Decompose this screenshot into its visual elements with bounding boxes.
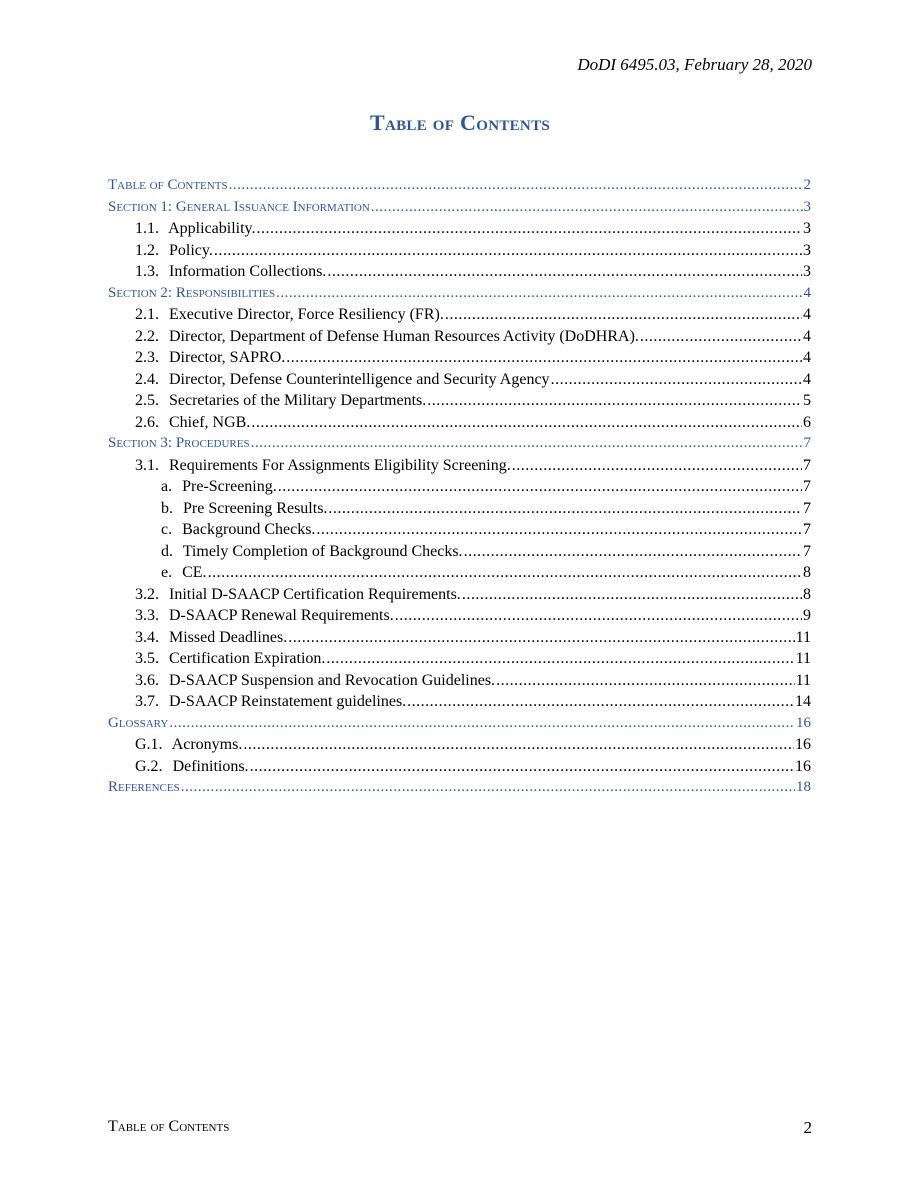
toc-entry[interactable] <box>108 283 811 305</box>
toc-entry-number: 3.3. <box>135 607 159 624</box>
toc-entry-page: 11 <box>795 671 811 689</box>
dot-leader <box>326 648 794 670</box>
page-title: Table of Contents <box>369 110 551 135</box>
toc-entry[interactable] <box>108 476 811 498</box>
toc-entry-number: G.2. <box>135 757 163 775</box>
toc-entry-title: Director, SAPRO. <box>169 349 286 366</box>
toc-entry-page: 6 <box>803 413 811 431</box>
dot-leader <box>286 347 802 369</box>
toc-entry-title: D-SAACP Suspension and Revocation Guidelines. <box>169 671 496 689</box>
dot-leader <box>395 605 802 627</box>
toc-entry-page: 9 <box>803 607 811 624</box>
toc-entry-title: Acronyms. <box>171 736 243 753</box>
toc-entry-number: 2.4. <box>135 370 159 388</box>
toc-entry-title: Pre-Screening. <box>182 478 277 495</box>
toc-entry-number: b. <box>161 499 173 517</box>
toc-entry-page: 4 <box>803 370 811 388</box>
toc-entry-number: 3.1. <box>135 456 159 474</box>
dot-leader <box>371 197 803 219</box>
toc-entry[interactable] <box>108 455 811 477</box>
dot-leader <box>445 304 802 326</box>
dot-leader <box>462 584 802 606</box>
toc-entry-label <box>135 240 213 262</box>
toc-entry-label <box>135 347 285 369</box>
toc-entry-title: Definitions. <box>172 757 249 775</box>
toc-entry[interactable] <box>108 326 811 348</box>
toc-entry-label <box>161 519 315 541</box>
toc-entry-number: G.1. <box>135 736 163 753</box>
toc-entry-number: 3.2. <box>135 585 159 603</box>
dot-leader <box>251 412 802 434</box>
toc-entry[interactable] <box>108 412 811 434</box>
toc-entry-title: Initial D-SAACP Certification Requirements. <box>169 585 461 603</box>
toc-entry-label <box>161 476 277 498</box>
toc-entry-label <box>135 627 287 649</box>
dot-leader <box>464 541 802 563</box>
toc-entry-label <box>135 261 326 283</box>
toc-entry[interactable] <box>108 240 811 262</box>
toc-entry-page: 16 <box>796 714 811 731</box>
toc-entry-title: References <box>108 779 180 795</box>
toc-entry-number: 2.1. <box>135 306 159 323</box>
toc-entry[interactable] <box>108 713 811 735</box>
toc-entry-title: Timely Completion of Background Checks. <box>182 542 463 560</box>
toc-entry-title: Glossary <box>108 714 169 731</box>
toc-entry[interactable] <box>108 390 811 412</box>
dot-leader <box>250 756 794 778</box>
toc-entry-title: Section 3: Procedures <box>108 435 250 451</box>
toc-entry-page: 16 <box>795 736 811 753</box>
dot-leader <box>169 713 795 735</box>
toc-entry-title: Secretaries of the Military Departments. <box>169 392 427 409</box>
toc-entry-number: 1.3. <box>135 263 159 280</box>
dot-leader <box>551 369 802 391</box>
toc-entry[interactable] <box>108 541 811 563</box>
toc-entry-label <box>135 455 511 477</box>
toc-entry-label <box>135 218 256 240</box>
toc-entry-label <box>108 777 180 799</box>
toc-entry-label <box>108 197 370 219</box>
toc-entry-label <box>135 412 250 434</box>
toc-entry[interactable] <box>108 261 811 283</box>
toc-entry[interactable] <box>108 777 811 799</box>
dot-leader <box>640 326 802 348</box>
toc-entry-label <box>135 369 550 391</box>
toc-entry-label <box>135 326 639 348</box>
toc-entry-page: 4 <box>803 349 811 366</box>
toc-entry-label <box>108 433 250 455</box>
toc-entry-title: Director, Department of Defense Human Resources Activity (DoDHRA). <box>169 327 639 345</box>
dot-leader <box>276 283 802 305</box>
toc-entry-page: 3 <box>803 263 811 280</box>
dot-leader <box>512 455 802 477</box>
toc-entry-page: 2 <box>803 177 811 193</box>
toc-entry-title: Section 2: Responsibilities <box>108 284 276 301</box>
toc-entry-page: 3 <box>803 220 811 237</box>
footer-section-name: Table of Contents <box>108 1118 230 1135</box>
toc-entry[interactable] <box>108 691 811 713</box>
toc-entry-page: 8 <box>803 585 811 603</box>
toc-entry-title: Table of Contents <box>108 177 228 193</box>
toc-entry-title: D-SAACP Renewal Requirements. <box>169 607 394 624</box>
toc-entry-page: 14 <box>795 693 811 710</box>
toc-entry-page: 4 <box>803 327 811 345</box>
toc-entry-label <box>135 670 495 692</box>
toc-entry-title: Certification Expiration. <box>169 650 326 667</box>
toc-entry-label <box>108 175 228 197</box>
toc-entry-page: 7 <box>803 521 811 538</box>
toc-entry-number: 2.3. <box>135 349 159 366</box>
dot-leader <box>496 670 795 692</box>
table-of-contents <box>108 175 811 799</box>
toc-entry-page: 7 <box>803 456 811 474</box>
toc-entry-label <box>135 756 249 778</box>
document-reference: DoDI 6495.03, February 28, 2020 <box>577 55 812 74</box>
toc-entry[interactable] <box>108 605 811 627</box>
toc-entry[interactable] <box>108 218 811 240</box>
toc-entry-page: 7 <box>803 435 811 451</box>
dot-leader <box>288 627 794 649</box>
toc-entry-label <box>135 304 444 326</box>
toc-entry-page: 11 <box>795 628 811 646</box>
toc-entry-label <box>135 734 242 756</box>
toc-entry-title: Applicability. <box>168 220 256 237</box>
toc-entry-title: CE. <box>182 564 207 581</box>
toc-entry-page: 4 <box>803 284 811 301</box>
toc-entry-page: 3 <box>803 241 811 259</box>
toc-entry-page: 18 <box>796 779 811 795</box>
toc-entry-title: Policy. <box>169 241 213 259</box>
toc-entry-page: 11 <box>795 650 811 667</box>
toc-entry[interactable] <box>108 175 811 197</box>
toc-entry-label <box>108 283 275 305</box>
toc-entry-label <box>135 648 325 670</box>
toc-entry-title: Missed Deadlines. <box>169 628 288 646</box>
toc-entry-number: 3.7. <box>135 693 159 710</box>
toc-entry-page: 5 <box>803 392 811 409</box>
toc-entry[interactable] <box>108 498 811 520</box>
toc-entry-number: c. <box>161 521 173 538</box>
toc-entry-number: 3.4. <box>135 628 159 646</box>
toc-entry-label <box>161 541 463 563</box>
toc-entry-number: 3.5. <box>135 650 159 667</box>
dot-leader <box>278 476 802 498</box>
toc-entry-title: Section 1: General Issuance Information <box>108 198 370 215</box>
dot-leader <box>243 734 794 756</box>
toc-entry-title: Background Checks. <box>182 521 316 538</box>
dot-leader <box>214 240 802 262</box>
toc-entry-page: 4 <box>803 306 811 323</box>
toc-entry[interactable] <box>108 369 811 391</box>
toc-entry-number: e. <box>161 564 173 581</box>
toc-entry-page: 3 <box>803 198 811 215</box>
toc-entry[interactable] <box>108 756 811 778</box>
dot-leader <box>427 390 802 412</box>
toc-entry[interactable] <box>108 197 811 219</box>
toc-entry-number: 2.6. <box>135 413 159 431</box>
dot-leader <box>316 519 802 541</box>
toc-entry-page: 7 <box>803 478 811 495</box>
dot-leader <box>229 175 803 197</box>
toc-entry-number: d. <box>161 542 173 560</box>
toc-entry-number: 2.2. <box>135 327 159 345</box>
toc-entry-label <box>135 691 406 713</box>
footer-page-number: 2 <box>803 1118 812 1137</box>
toc-entry-number: 3.6. <box>135 671 159 689</box>
toc-entry-title: Information Collections. <box>169 263 327 280</box>
toc-entry-title: Chief, NGB. <box>169 413 251 431</box>
toc-entry-title: Executive Director, Force Resiliency (FR). <box>169 306 444 323</box>
toc-entry-label <box>135 390 426 412</box>
toc-entry[interactable] <box>108 734 811 756</box>
toc-entry-number: 1.2. <box>135 241 159 259</box>
toc-entry[interactable] <box>108 562 811 584</box>
toc-entry-page: 7 <box>803 499 811 517</box>
toc-entry-title: D-SAACP Reinstatement guidelines. <box>169 693 407 710</box>
dot-leader <box>327 261 802 283</box>
toc-entry-label <box>135 605 394 627</box>
toc-entry-label <box>161 562 207 584</box>
toc-entry-number: 2.5. <box>135 392 159 409</box>
dot-leader <box>181 777 795 799</box>
toc-entry-title: Pre Screening Results. <box>183 499 328 517</box>
toc-entry[interactable] <box>108 670 811 692</box>
toc-entry[interactable] <box>108 519 811 541</box>
toc-entry-title: Director, Defense Counterintelligence and Security Agency <box>169 370 550 388</box>
dot-leader <box>257 218 802 240</box>
dot-leader <box>328 498 802 520</box>
toc-entry[interactable] <box>108 627 811 649</box>
toc-entry-title: Requirements For Assignments Eligibility Screening. <box>169 456 511 474</box>
toc-entry[interactable] <box>108 648 811 670</box>
toc-entry-label <box>135 584 461 606</box>
dot-leader <box>407 691 794 713</box>
toc-entry-page: 7 <box>803 542 811 560</box>
toc-entry-label <box>108 713 168 735</box>
dot-leader <box>251 433 803 455</box>
toc-entry-number: 1.1. <box>135 220 159 237</box>
toc-entry-label <box>161 498 327 520</box>
toc-entry-page: 8 <box>803 564 811 581</box>
toc-entry[interactable] <box>108 433 811 455</box>
toc-entry-number: a. <box>161 478 173 495</box>
dot-leader <box>208 562 802 584</box>
toc-entry-page: 16 <box>795 757 811 775</box>
toc-entry[interactable] <box>108 347 811 369</box>
toc-entry[interactable] <box>108 584 811 606</box>
toc-entry[interactable] <box>108 304 811 326</box>
